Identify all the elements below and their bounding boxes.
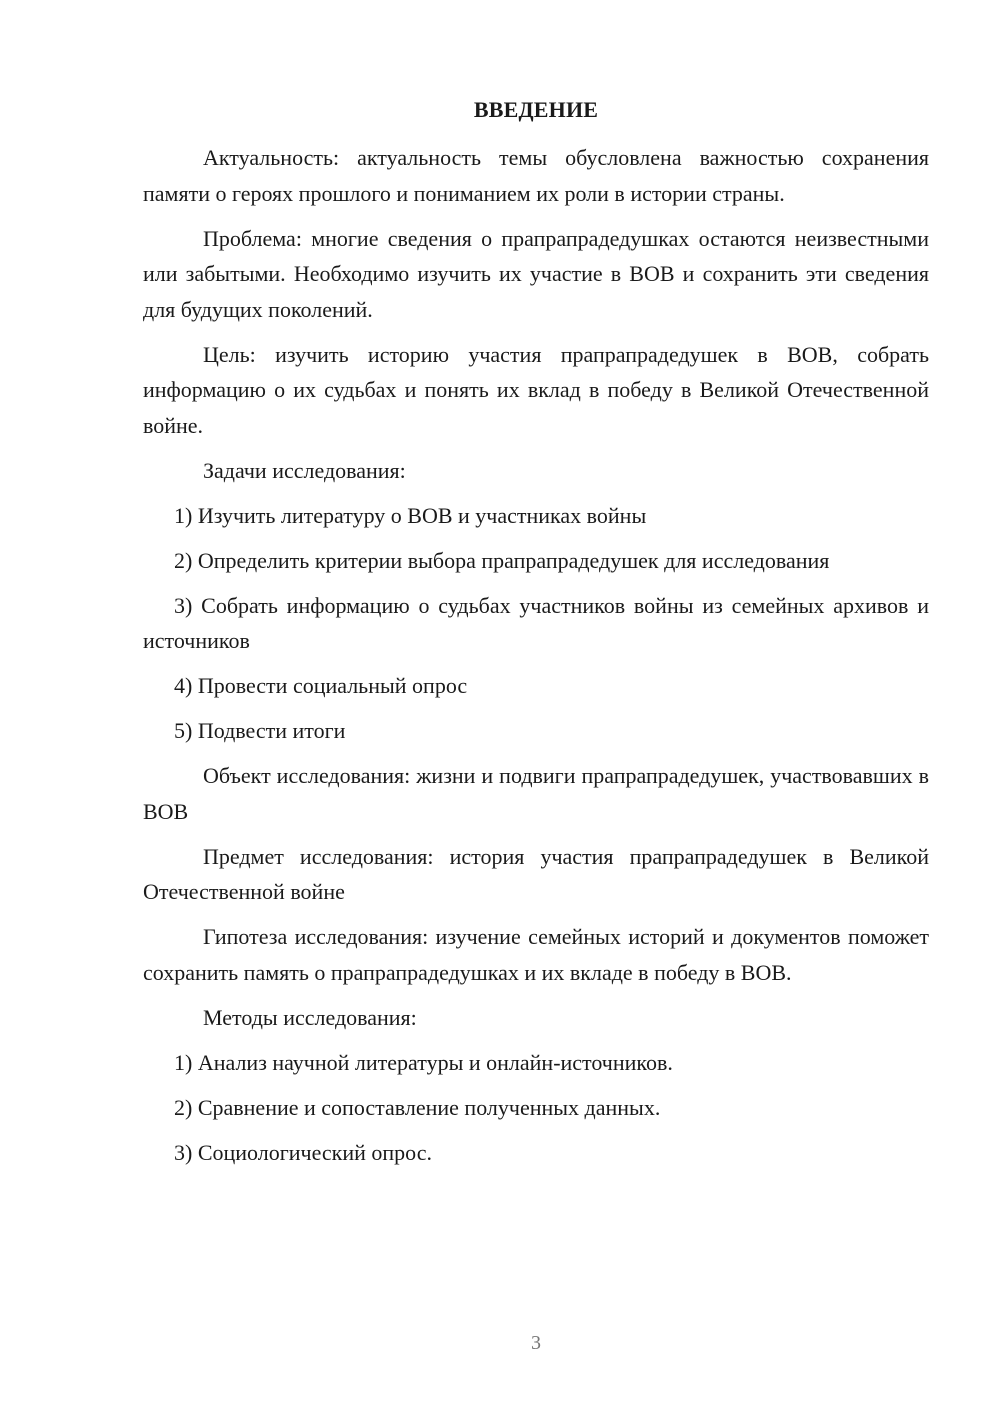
subject-paragraph: Предмет исследования: история участия прапрапрадедушек в Великой Отечественной войне xyxy=(143,843,929,904)
goal-paragraph: Цель: изучить историю участия прапрапрадедушек в ВОВ, собрать информацию о их судьбах и понять их вклад в победу в Великой Отечественной войне. xyxy=(143,341,929,438)
relevance-paragraph: Актуальность: актуальность темы обусловлена важностью сохранения памяти о героях прошлого и пониманием их роли в истории страны. xyxy=(143,145,929,206)
task-item: 3) Собрать информацию о судьбах участников войны из семейных архивов и источников xyxy=(143,592,929,653)
tasks-heading: Задачи исследования: xyxy=(203,457,406,483)
method-item: 3) Социологический опрос. xyxy=(174,1139,432,1165)
hypothesis-paragraph: Гипотеза исследования: изучение семейных историй и документов поможет сохранить память о прапрапрадедушках и их вкладе в победу в ВОВ. xyxy=(143,924,929,985)
problem-paragraph: Проблема: многие сведения о прапрапрадедушках остаются неизвестными или забытыми. Необходимо изучить их участие в ВОВ и сохранить эти сведения для будущих поколений. xyxy=(143,225,929,322)
page-number: 3 xyxy=(531,1332,541,1354)
task-item: 1) Изучить литературу о ВОВ и участниках войны xyxy=(174,502,647,528)
document-page xyxy=(143,94,929,1180)
task-item: 2) Определить критерии выбора прапрапрадедушек для исследования xyxy=(174,547,830,573)
method-item: 2) Сравнение и сопоставление полученных данных. xyxy=(174,1094,661,1120)
document-title: ВВЕДЕНИЕ xyxy=(473,97,599,122)
methods-heading: Методы исследования: xyxy=(203,1004,417,1030)
task-item: 5) Подвести итоги xyxy=(174,718,346,743)
method-item: 1) Анализ научной литературы и онлайн-источников. xyxy=(174,1049,673,1075)
task-item: 4) Провести социальный опрос xyxy=(174,673,468,698)
object-paragraph: Объект исследования: жизни и подвиги прапрапрадедушек, участвовавших в ВОВ xyxy=(143,763,929,824)
